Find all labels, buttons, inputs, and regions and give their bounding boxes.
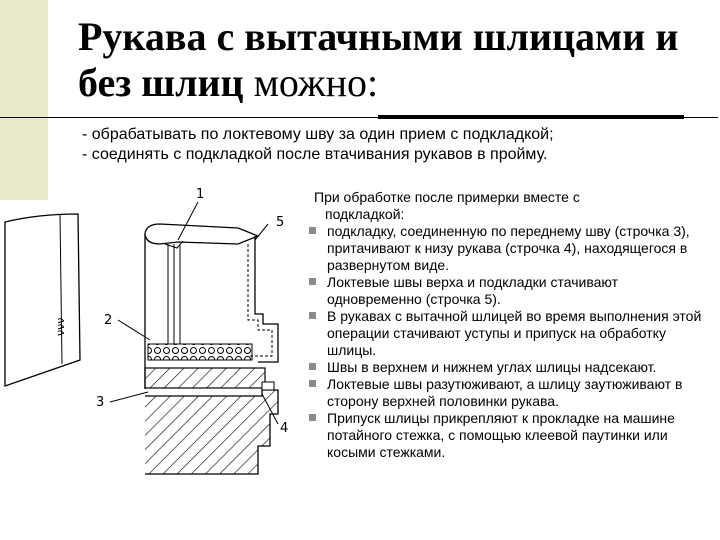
label-1: 1 <box>196 187 205 202</box>
label-4: 4 <box>280 421 289 436</box>
label-2: 2 <box>104 313 113 328</box>
list-item <box>308 376 713 410</box>
hem-band-stitched <box>148 344 252 360</box>
list-item <box>308 223 713 274</box>
lining-hatched-section <box>145 390 278 474</box>
label-3: 3 <box>96 395 105 410</box>
hem-band-hatched <box>145 368 265 388</box>
bullet-square-icon <box>309 414 316 421</box>
side-marks: ννν <box>54 317 67 336</box>
bullet-square-icon <box>309 380 316 387</box>
intro-text <box>82 125 712 165</box>
title-normal: можно: <box>243 60 379 105</box>
slide-title <box>78 14 698 106</box>
accent-band <box>0 0 48 200</box>
bullet-square-icon <box>309 363 316 370</box>
sleeve-diagram <box>0 184 305 540</box>
list-item-text: Локтевые швы верха и подкладки стачивают одновременно (строчка 5). <box>327 274 619 307</box>
list-item-text: Локтевые швы разутюживают, а шлицу заутюживают в сторону верхней половинки рукава. <box>327 376 683 409</box>
title-bold: Рукава с вытачными шлицами и без шлиц <box>78 14 679 105</box>
intro-line-2: - соединять с подкладкой после втачивания рукавов в пройму. <box>82 146 548 163</box>
intro-line-1: - обрабатывать по локтевому шву за один прием с подкладкой; <box>82 126 554 143</box>
list-item-text: В рукавах с вытачной шлицей во время выполнения этой операции стачивают уступы и припуск на обработку шлицы. <box>327 308 702 358</box>
title-divider-accent <box>378 115 684 119</box>
list-item <box>308 359 713 376</box>
procedure-heading-line-2: подкладкой: <box>325 206 405 222</box>
bullet-square-icon <box>309 278 316 285</box>
label-5: 5 <box>276 215 285 230</box>
sleeve-panel-outline <box>5 214 80 386</box>
bullet-square-icon <box>309 312 316 319</box>
procedure-text <box>308 189 713 461</box>
procedure-list <box>308 223 713 461</box>
list-item-text: подкладку, соединенную по переднему шву (строчка 3), притачивают к низу рукава (строчка 4), находящегося в развернутом виде. <box>327 223 690 273</box>
bullet-square-icon <box>309 227 316 234</box>
list-item <box>308 410 713 461</box>
list-item <box>308 308 713 359</box>
procedure-heading-line-1: При обработке после примерки вместе с <box>314 189 580 205</box>
list-item-text: Швы в верхнем и нижнем углах шлицы надсекают. <box>327 359 657 375</box>
slit-corner <box>262 382 274 390</box>
list-item-text: Припуск шлицы прикрепляют к прокладке на машине потайного стежка, с помощью клеевой паутинки или косыми стежками. <box>327 410 675 460</box>
list-item <box>308 274 713 308</box>
